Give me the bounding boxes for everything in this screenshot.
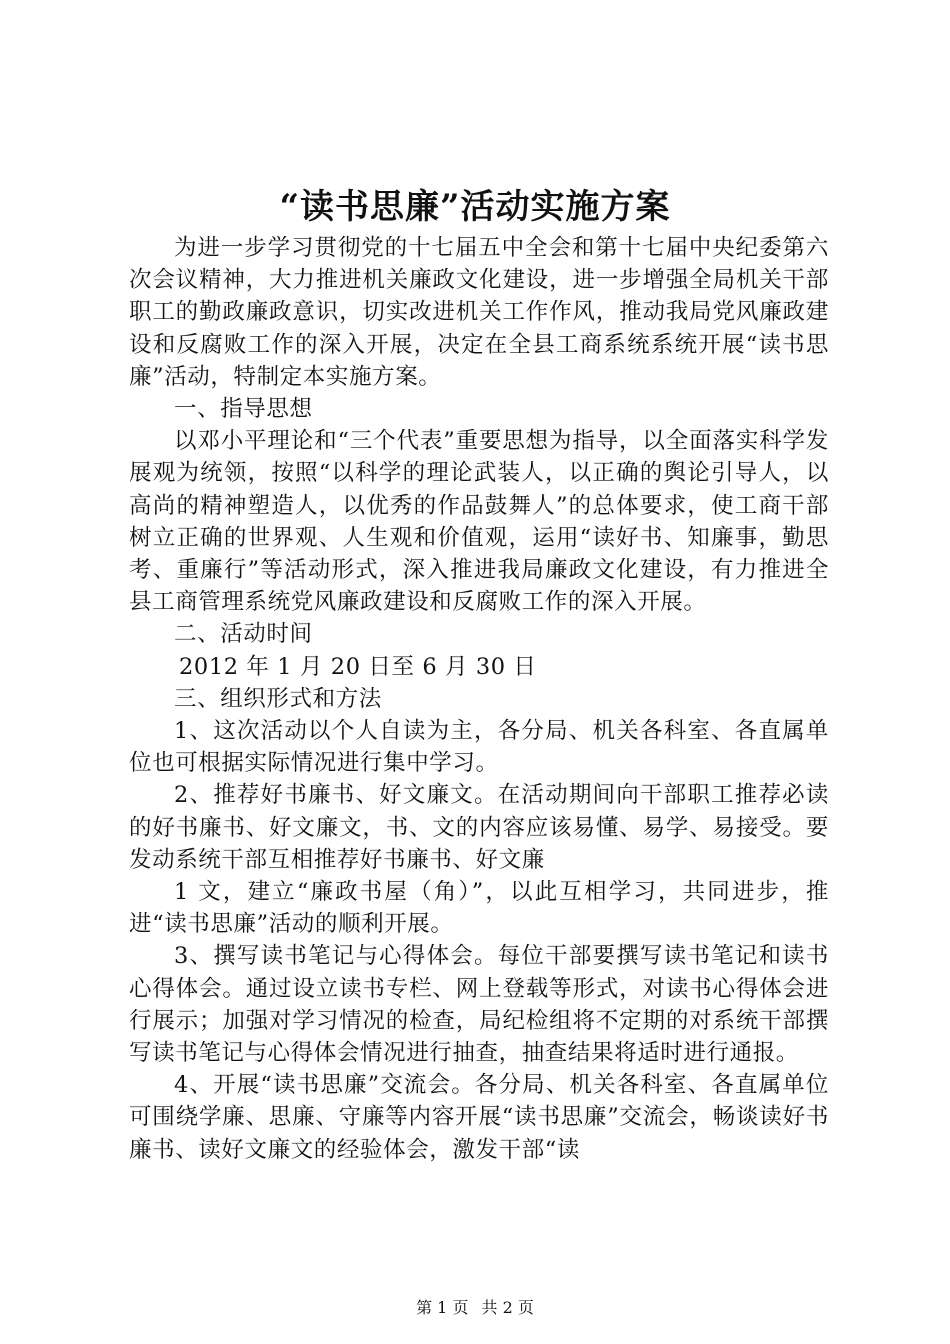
- document-title: “读书思廉”活动实施方案: [279, 187, 671, 227]
- section-heading-organization: 三、组织形式和方法: [174, 685, 382, 712]
- method-item-2: 2、推荐好书廉书、好文廉文。在活动期间向干部职工推荐必读的好书廉书、好文廉文，书、文的内容应该易懂、易学、易接受。要发动系统干部互相推荐好书廉书、好文廉: [129, 782, 829, 873]
- section-heading-activity-time: 二、活动时间: [174, 621, 313, 648]
- method-item-3: 3、撰写读书笔记与心得体会。每位干部要撰写读书笔记和读书心得体会。通过设立读书专栏、网上登载等形式，对读书心得体会进行展示；加强对学习情况的检查，局纪检组将不定期的对系统干部撰写读书笔记与心得体会情况进行抽查，抽查结果将适时进行通报。: [129, 943, 829, 1067]
- page-total: 共 2 页: [481, 1298, 534, 1317]
- method-item-1: 1、这次活动以个人自读为主，各分局、机关各科室、各直属单位也可根据实际情况进行集中学习。: [129, 718, 829, 777]
- intro-paragraph: 为进一步学习贯彻党的十七届五中全会和第十七届中央纪委第六次会议精神，大力推进机关廉政文化建设，进一步增强全局机关干部职工的勤政廉政意识，切实改进机关工作作风，推动我局党风廉政建设和反腐败工作的深入开展，决定在全县工商系统系统开展“读书思廉”活动，特制定本实施方案。: [129, 235, 829, 390]
- guiding-thought-paragraph: 以邓小平理论和“三个代表”重要思想为指导，以全面落实科学发展观为统领，按照“以科学的理论武装人，以正确的舆论引导人，以高尚的精神塑造人，以优秀的作品鼓舞人”的总体要求，使工商干部树立正确的世界观、人生观和价值观，运用“读好书、知廉事，勤思考、重廉行”等活动形式，深入推进我局廉政文化建设，有力推进全县工商管理系统党风廉政建设和反腐败工作的深入开展。: [129, 428, 829, 616]
- document-body: [129, 232, 829, 1166]
- activity-time-paragraph: 2012 年 1 月 20 日至 6 月 30 日: [179, 653, 537, 680]
- page-number: 第 1 页: [416, 1298, 469, 1317]
- section-heading-guiding-thought: 一、指导思想: [174, 396, 313, 423]
- method-item-4: 4、开展“读书思廉”交流会。各分局、机关各科室、各直属单位可围绕学廉、思廉、守廉等内容开展“读书思廉”交流会，畅谈读好书廉书、读好文廉文的经验体会，激发干部“读: [129, 1072, 829, 1163]
- page-footer: [0, 1298, 950, 1318]
- method-item-2-continued: 1 文，建立“廉政书屋（角）”，以此互相学习，共同进步，推进“读书思廉”活动的顺利开展。: [129, 879, 829, 938]
